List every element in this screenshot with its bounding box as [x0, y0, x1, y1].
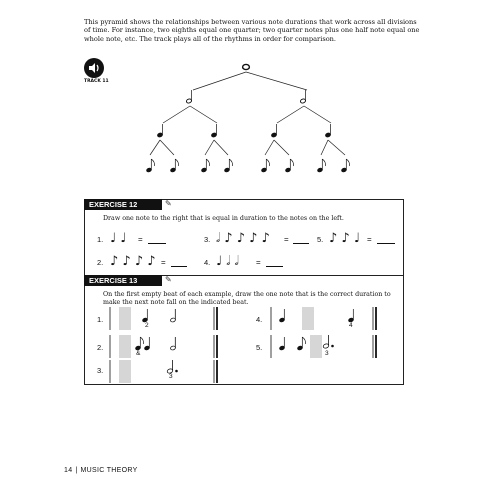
ex13-q5-measure: [271, 335, 376, 358]
ex12-q1-number: 1.: [97, 235, 104, 244]
page-footer: [64, 467, 138, 474]
ex13-q3-measure: [110, 360, 217, 383]
section-title: MUSIC THEORY: [80, 467, 138, 474]
ex13-q3-beat: 3: [169, 373, 173, 380]
ex13-q4-number: 4.: [256, 315, 263, 324]
exercise13-instruction: On the first empty beat of each example, draw the one note that is the correct duration to make the next note fall on the indicated beat.: [103, 291, 391, 306]
ex13-q5-empty-beat: [310, 335, 322, 358]
ex12-q4-notes: ♩ 𝅗𝅥 𝅗𝅥: [216, 254, 239, 269]
intro-paragraph: This pyramid shows the relationships between various note durations that work across all divisions of time. For instance, two eighths equal one quarter; two quarter notes plus one half note equal one whole note, etc. The track plays all of the rhythms in order for comparison.: [84, 18, 420, 43]
exercise13-title: EXERCISE 13: [84, 275, 162, 286]
ex12-q1-equals: =: [138, 235, 143, 244]
page-number: 14: [64, 467, 73, 474]
ex12-q4-number: 4.: [204, 258, 211, 267]
ex13-q2-measure: [110, 335, 217, 358]
ex13-q3-number: 3.: [97, 366, 104, 375]
footer-separator: |: [75, 467, 78, 474]
ex13-q4-measure: [271, 307, 376, 330]
exercise12-instruction: Draw one note to the right that is equal in duration to the notes on the left.: [103, 215, 344, 222]
ex13-q1-number: 1.: [97, 315, 104, 324]
ex12-q2-notes: ♪ ♪ ♪ ♪: [110, 254, 156, 269]
ex12-q2-equals: =: [161, 258, 166, 267]
ex12-q5-number: 5.: [317, 235, 324, 244]
ex12-q4-equals: =: [256, 258, 261, 267]
ex13-q1-empty-beat: [119, 307, 131, 330]
ex12-q5-equals: =: [367, 235, 372, 244]
ex13-q4-beat: 4: [349, 322, 353, 329]
ex13-q3-empty-beat: [119, 360, 131, 383]
pencil-icon: ✎: [165, 199, 172, 208]
ex13-q5-number: 5.: [256, 343, 263, 352]
ex13-q1-beat: 2: [145, 322, 149, 329]
ex12-q5-notes: ♪ ♪ ♩: [329, 231, 360, 246]
ex12-q3-number: 3.: [204, 235, 211, 244]
ex12-q3-equals: =: [284, 235, 289, 244]
pencil-icon: ✎: [165, 275, 172, 284]
ex12-q3-notes: 𝅗𝅥 ♪ ♪ ♪ ♪: [216, 231, 270, 246]
ex12-q1-notes: ♩ ♩: [110, 231, 127, 246]
ex13-q2-number: 2.: [97, 343, 104, 352]
ex12-q2-number: 2.: [97, 258, 104, 267]
ex13-q5-beat: 3: [325, 350, 329, 357]
ex13-q4-empty-beat: [302, 307, 314, 330]
ex13-q2-beat: &: [136, 350, 141, 357]
track-label: TRACK 11: [84, 79, 109, 84]
exercise12-title: EXERCISE 12: [84, 199, 162, 210]
ex13-q1-measure: [110, 307, 217, 330]
ex13-q2-empty-beat: [119, 335, 131, 358]
